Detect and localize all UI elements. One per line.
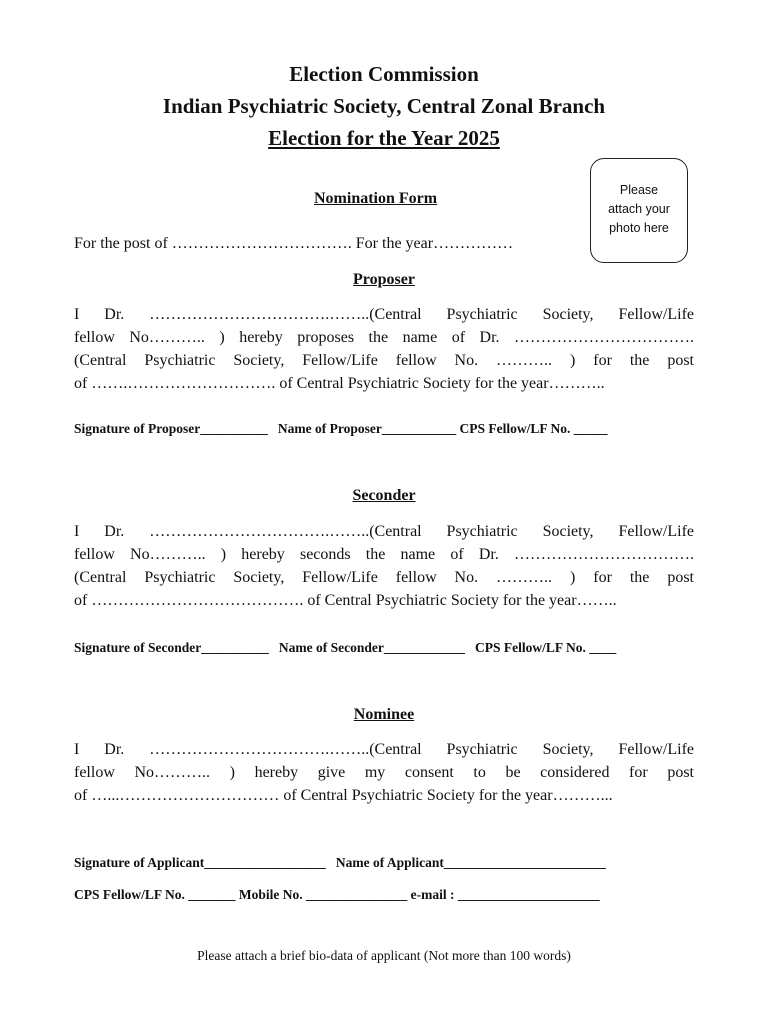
bio-data-note: Please attach a brief bio-data of applicant (Not more than 100 words): [197, 948, 571, 963]
nominee-heading: Nominee: [353, 706, 415, 723]
seconder-line2: fellow No……….. ) hereby seconds the name of Dr. …………………………….: [74, 546, 694, 563]
title-election-year: Election for the Year 2025: [268, 126, 500, 150]
nominee-line2: fellow No……….. ) hereby give my consent to be considered for post: [74, 764, 694, 781]
proposer-line2: fellow No……….. ) hereby proposes the name of Dr. …………………………….: [74, 329, 694, 346]
applicant-signature-line: Signature of Applicant__________________ Name of Applicant________________________: [74, 855, 606, 870]
proposer-line3: (Central Psychiatric Society, Fellow/Life fellow No. ……….. ) for the post: [74, 352, 694, 369]
photo-box-line1: Please: [619, 183, 659, 197]
photo-box-line3: photo here: [609, 221, 669, 235]
proposer-signature-line: Signature of Proposer__________ Name of Proposer___________ CPS Fellow/LF No. _____: [74, 421, 608, 436]
photo-box-line2: attach your: [608, 202, 670, 216]
title-branch: Indian Psychiatric Society, Central Zonal Branch: [162, 94, 606, 118]
nomination-form-heading: Nomination Form: [314, 190, 438, 207]
seconder-line3: (Central Psychiatric Society, Fellow/Life fellow No. ……….. ) for the post: [74, 569, 694, 586]
seconder-line4: of …………………………………. of Central Psychiatric Society for the year……..: [74, 592, 617, 609]
title-election-commission: Election Commission: [289, 62, 479, 86]
nominee-line1: I Dr. …………………………….……..(Central Psychiatric Society, Fellow/Life: [74, 741, 694, 758]
nominee-line3: of …...………………………… of Central Psychiatric Society for the year………...: [74, 787, 613, 804]
seconder-paragraph: [74, 520, 694, 612]
seconder-heading: Seconder: [352, 487, 416, 504]
seconder-line1: I Dr. …………………………….……..(Central Psychiatric Society, Fellow/Life: [74, 523, 694, 540]
proposer-paragraph: [74, 303, 694, 395]
seconder-signature-line: Signature of Seconder__________ Name of Seconder____________ CPS Fellow/LF No. ____: [74, 640, 617, 655]
photo-placeholder-box[interactable]: [590, 158, 688, 263]
applicant-contact-line: CPS Fellow/LF No. _______ Mobile No. _______________ e-mail : _____________________: [74, 887, 600, 902]
proposer-line4: of …….………………………. of Central Psychiatric Society for the year………..: [74, 375, 605, 392]
nominee-paragraph: [74, 738, 694, 807]
proposer-line1: I Dr. …………………………….……..(Central Psychiatric Society, Fellow/Life: [74, 306, 694, 323]
proposer-heading: Proposer: [353, 271, 415, 288]
post-line: For the post of ……………………………. For the year……………: [74, 235, 514, 252]
